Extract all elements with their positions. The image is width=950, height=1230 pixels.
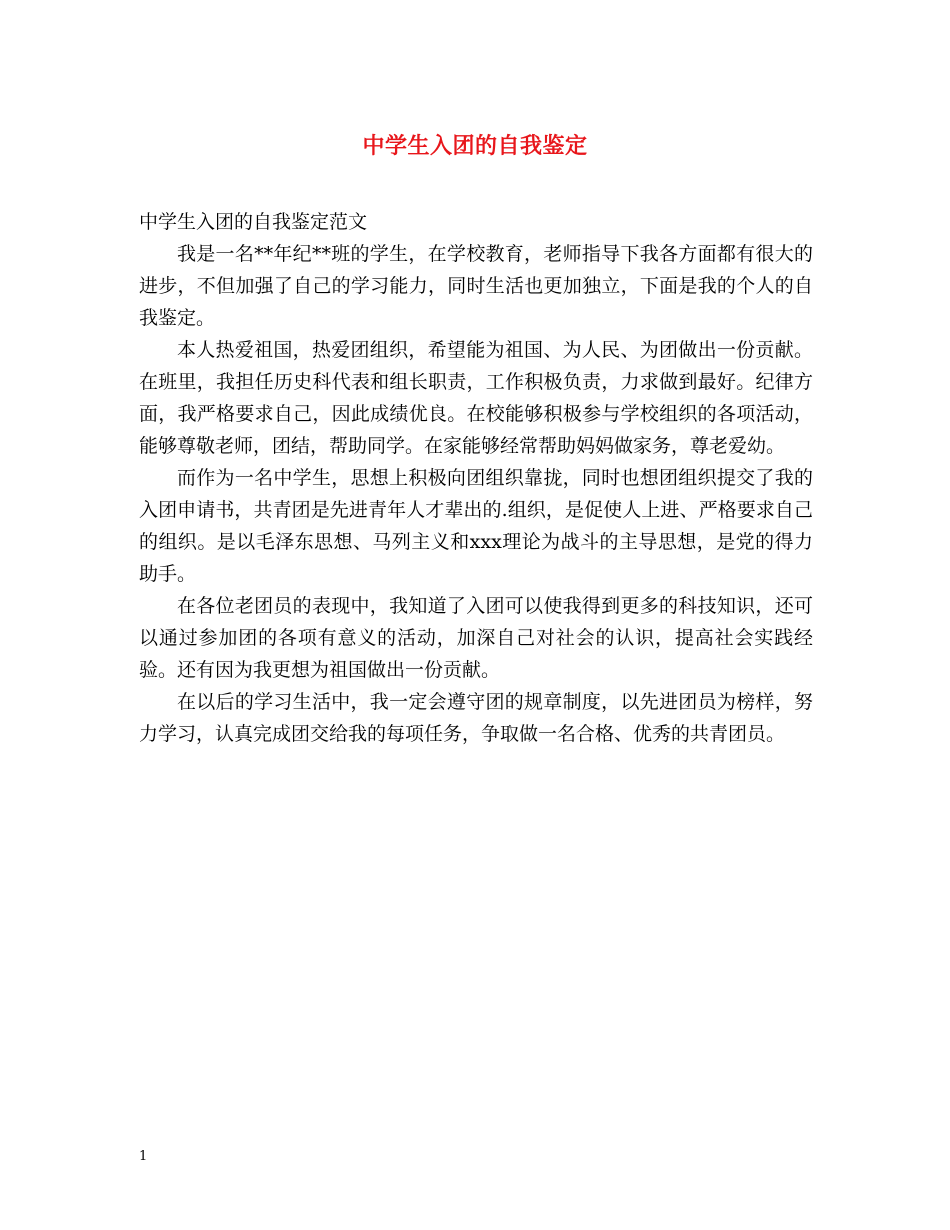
paragraph-1: 我是一名**年纪**班的学生，在学校教育，老师指导下我各方面都有很大的进步，不但加强了自己的学习能力，同时生活也更加独立，下面是我的个人的自我鉴定。: [139, 243, 813, 329]
paragraph-4: 在各位老团员的表现中，我知道了入团可以使我得到更多的科技知识，还可以通过参加团的各项有意义的活动，加深自己对社会的认识，提高社会实践经验。还有因为我更想为祖国做出一份贡献。: [139, 595, 813, 681]
document-subtitle: 中学生入团的自我鉴定范文: [139, 211, 368, 233]
page-number: 1: [139, 1149, 148, 1164]
paragraph-5: 在以后的学习生活中，我一定会遵守团的规章制度，以先进团员为榜样，努力学习，认真完成团交给我的每项任务，争取做一名合格、优秀的共青团员。: [139, 691, 813, 745]
paragraph-3: 而作为一名中学生，思想上积极向团组织靠拢，同时也想团组织提交了我的入团申请书，共青团是先进青年人才辈出的.组织，是促使人上进、严格要求自己的组织。是以毛泽东思想、马列主义和xxx理论为战斗的主导思想，是党的得力助手。: [139, 467, 813, 585]
paragraph-2: 本人热爱祖国，热爱团组织，希望能为祖国、为人民、为团做出一份贡献。在班里，我担任历史科代表和组长职责，工作积极负责，力求做到最好。纪律方面，我严格要求自己，因此成绩优良。在校能够积极参与学校组织的各项活动，能够尊敬老师，团结，帮助同学。在家能够经常帮助妈妈做家务，尊老爱幼。: [139, 339, 813, 457]
document-body: [139, 206, 813, 750]
document-title: 中学生入团的自我鉴定: [362, 133, 588, 159]
